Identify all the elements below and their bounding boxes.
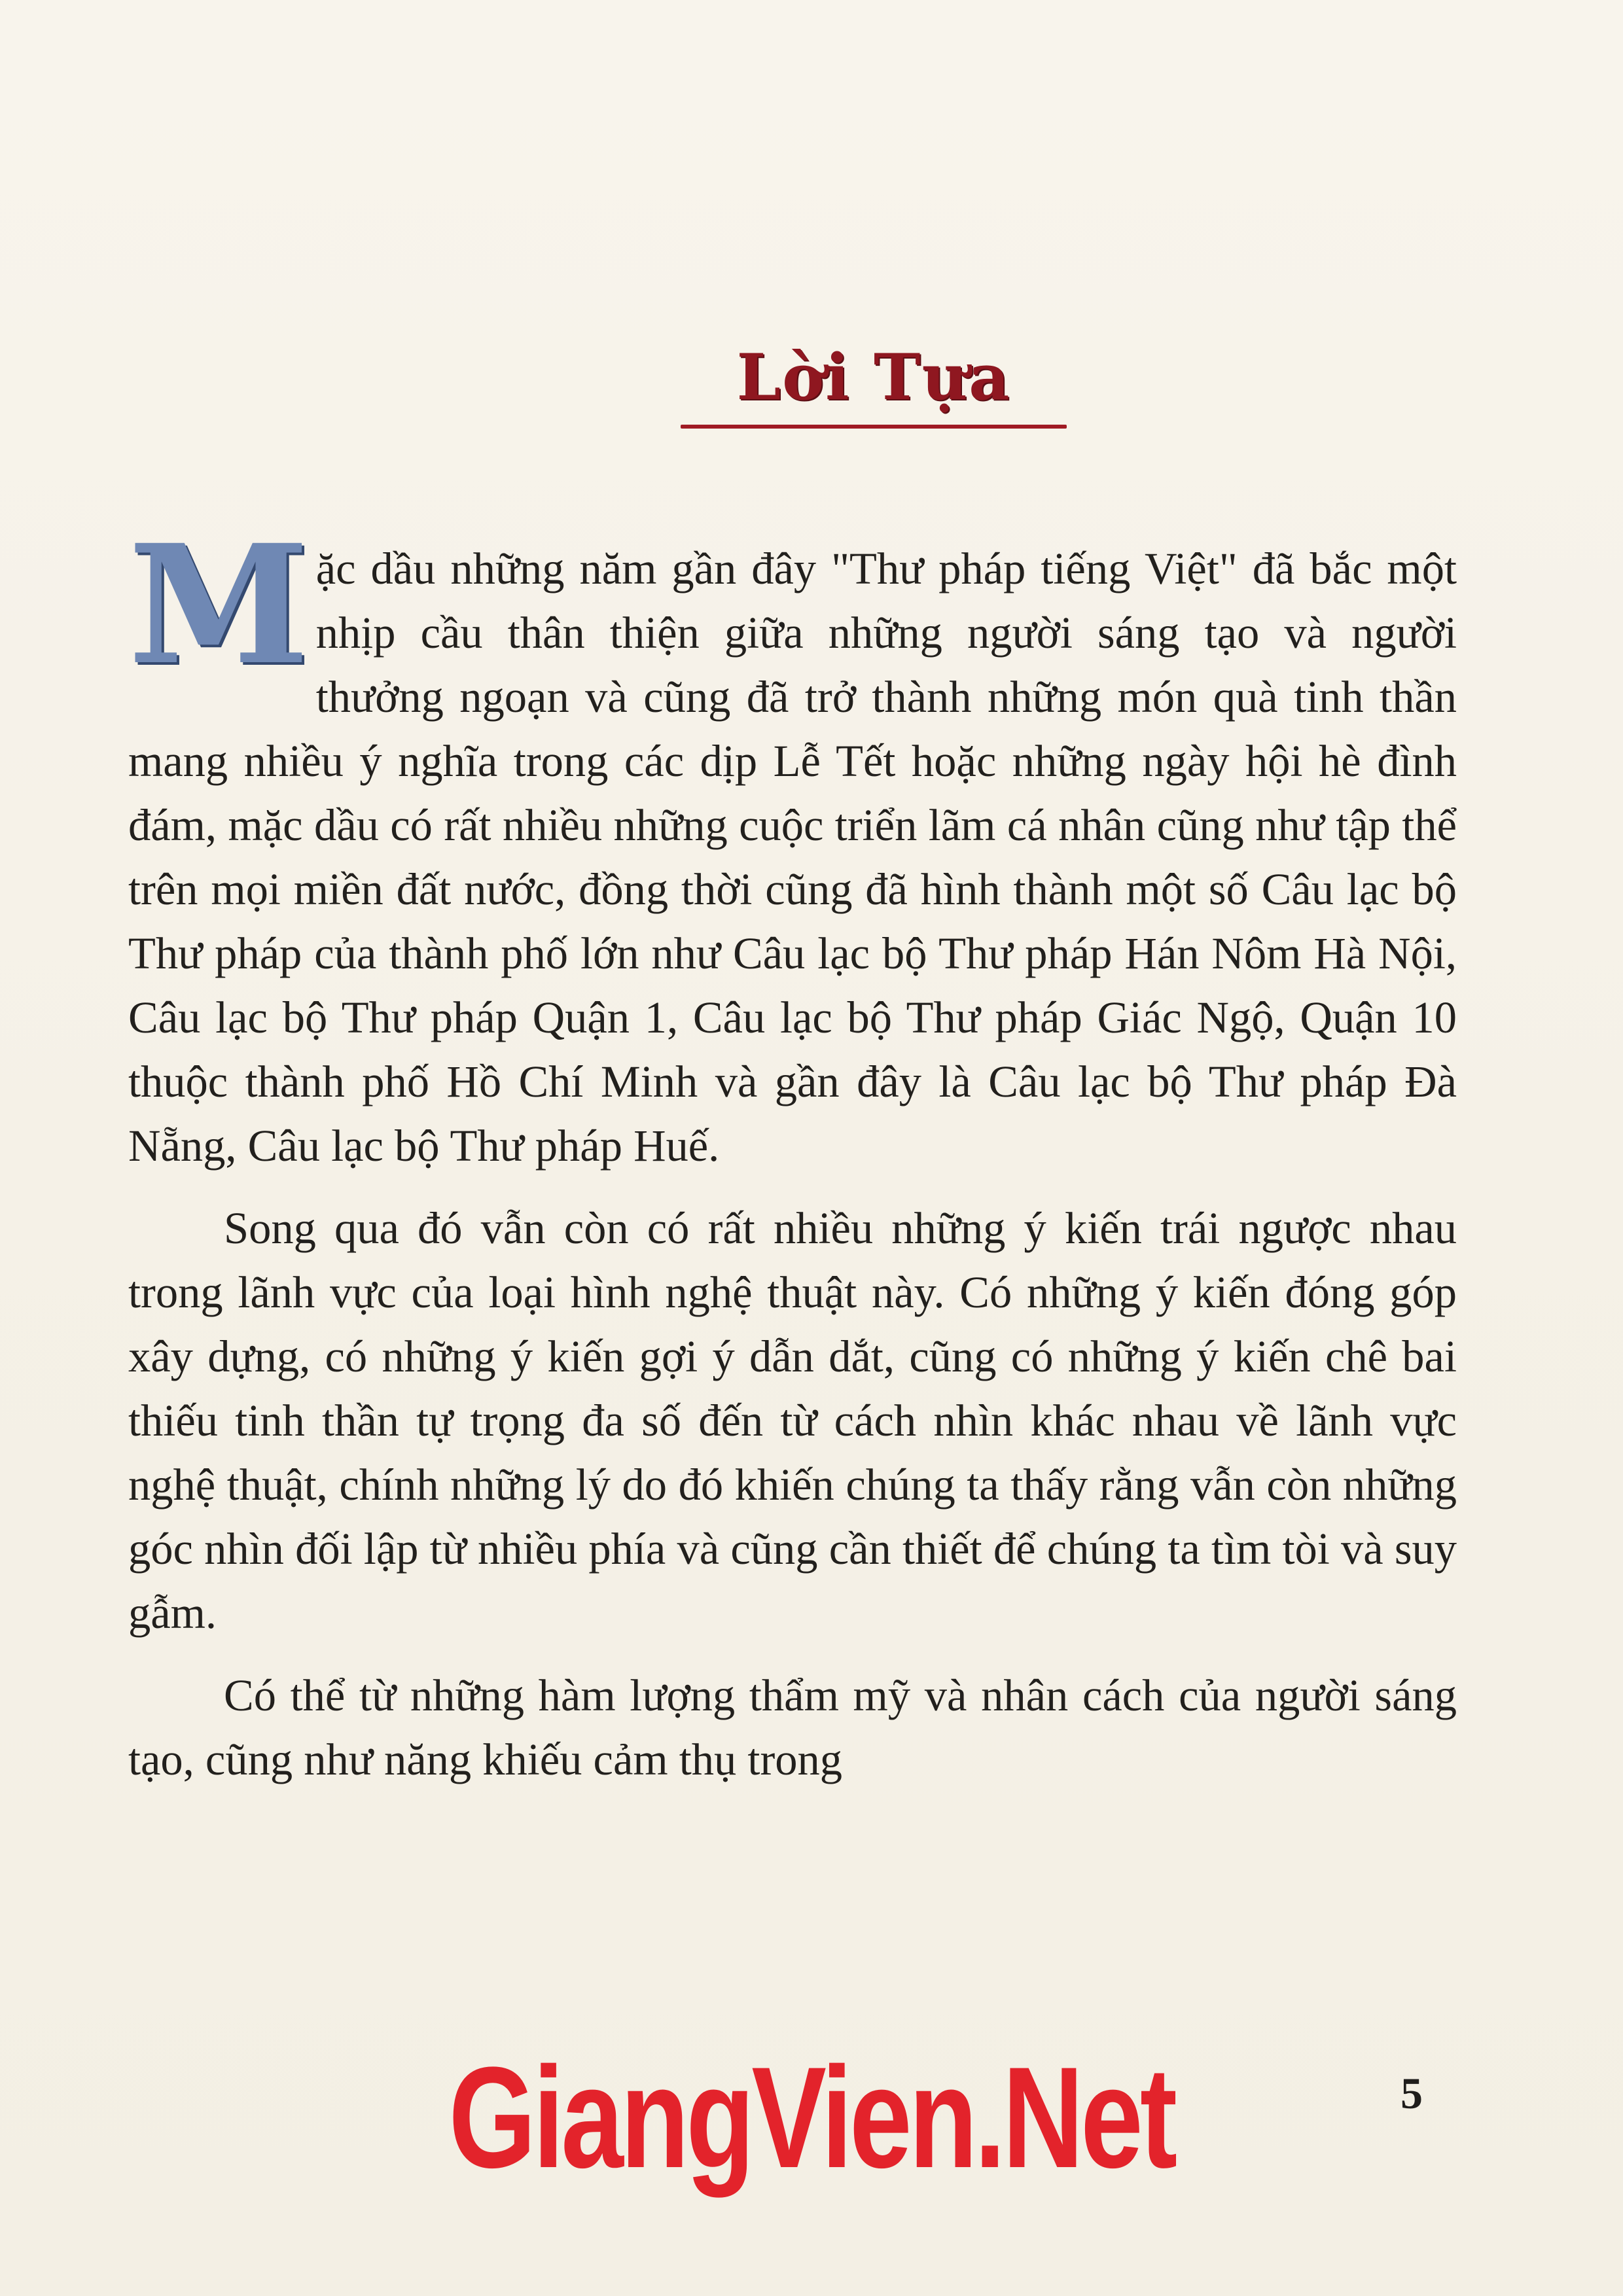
- watermark-text: GiangVien.Net: [448, 2037, 1175, 2198]
- drop-cap: M: [128, 508, 310, 701]
- heading-block: [681, 340, 1067, 429]
- paragraph-1-text: ặc dầu những năm gần đây "Thư pháp tiếng Việt" đã bắc một nhịp cầu thân thiện giữa những người sáng tạo và người thưởng ngoạn và cũng đã trở thành những món quà tinh thần mang nhiều ý nghĩa trong các dịp Lễ Tết hoặc những ngày hội hè đình đám, mặc dầu có rất nhiều những cuộc triển lãm cá nhân cũng như tập thể trên mọi miền đất nước, đồng thời cũng đã hình thành một số Câu lạc bộ Thư pháp của thành phố lớn như Câu lạc bộ Thư pháp Hán Nôm Hà Nội, Câu lạc bộ Thư pháp Quận 1, Câu lạc bộ Thư pháp Giác Ngộ, Quận 10 thuộc thành phố Hồ Chí Minh và gần đây là Câu lạc bộ Thư pháp Đà Nẵng, Câu lạc bộ Thư pháp Huế.: [128, 544, 1457, 1171]
- paragraph-1: [128, 508, 1457, 1178]
- paragraph-2: Song qua đó vẫn còn có rất nhiều những ý kiến trái ngược nhau trong lãnh vực của loại hình nghệ thuật này. Có những ý kiến đóng góp xây dựng, có những ý kiến gợi ý dẫn dắt, cũng có những ý kiến chê bai thiếu tinh thần tự trọng đa số đến từ cách nhìn khác nhau về lãnh vực nghệ thuật, chính những lý do đó khiến chúng ta thấy rằng vẫn còn những góc nhìn đối lập từ nhiều phía và cũng cần thiết để chúng ta tìm tòi và suy gẫm.: [128, 1203, 1457, 1638]
- heading-underline: [681, 425, 1067, 429]
- page-number: 5: [1400, 2068, 1423, 2118]
- page-heading: Lời Tựa: [736, 340, 1011, 414]
- paragraph-3: Có thể từ những hàm lượng thẩm mỹ và nhân cách của người sáng tạo, cũng như năng khiếu cảm thụ trong: [128, 1670, 1457, 1784]
- body-text: [128, 508, 1457, 1792]
